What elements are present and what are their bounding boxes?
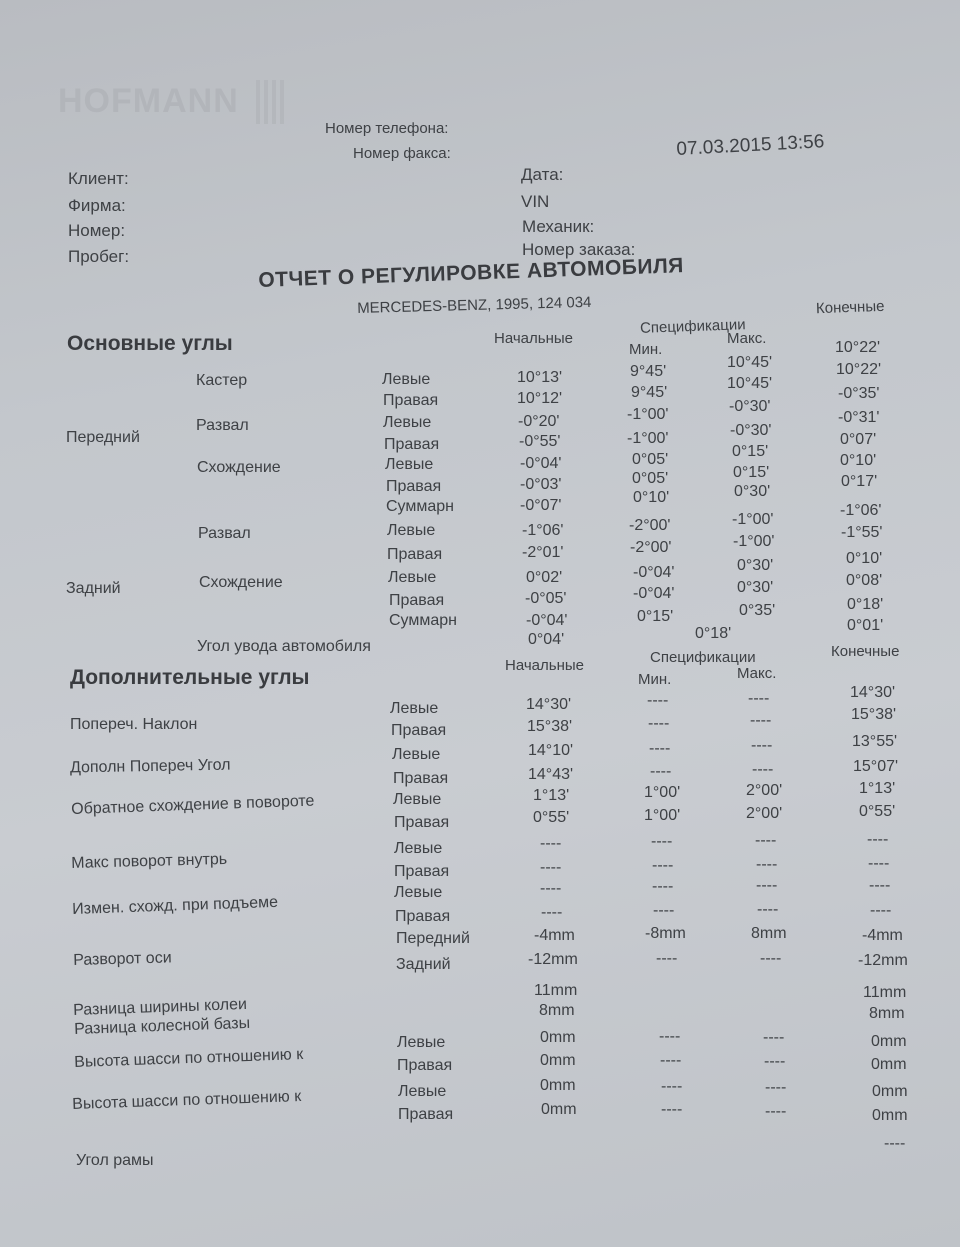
caster-label: Кастер — [196, 372, 248, 389]
main-row-max: 0°30' — [737, 579, 774, 596]
extra-row-min: ---- — [649, 740, 671, 757]
extra-row-max: ---- — [765, 1079, 787, 1096]
number-label: Номер: — [68, 221, 126, 240]
main-row-initial: -0°20' — [518, 413, 560, 430]
extra-row-side: Правая — [394, 814, 450, 831]
extra-row-initial: 0mm — [540, 1052, 576, 1069]
sai-label: Попереч. Наклон — [70, 716, 198, 733]
extra-row-initial: 15°38' — [527, 718, 573, 735]
extra-row-initial: 1°13' — [533, 787, 570, 804]
extra-row-min: 1°00' — [644, 784, 681, 801]
report-date: 07.03.2015 13:56 — [675, 131, 825, 160]
main-row-max: -1°00' — [733, 533, 775, 550]
main-row-min: 9°45' — [630, 363, 667, 380]
main-row-side: Левые — [387, 522, 436, 539]
main-row-side: Правая — [383, 392, 439, 409]
extra-row-initial: 14°30' — [526, 696, 572, 713]
extra-row-initial: ---- — [540, 859, 562, 876]
wheelbase-final: 8mm — [869, 1005, 905, 1022]
extra-row-final: 15°07' — [853, 758, 899, 775]
main-col-initial: Начальные — [494, 330, 573, 347]
extra-row-initial: -4mm — [534, 927, 575, 944]
extra-row-initial: 0mm — [541, 1101, 577, 1118]
thrust-angle-label: Угол увода автомобиля — [197, 638, 371, 655]
extra-row-final: ---- — [868, 855, 890, 872]
setback-label: Разворот оси — [72, 949, 172, 969]
extra-row-side: Правая — [393, 770, 449, 787]
extra-row-min: -8mm — [645, 925, 686, 942]
main-row-max: 0°30' — [734, 483, 771, 500]
extra-row-final: 0mm — [872, 1107, 908, 1124]
extra-row-side: Левые — [390, 700, 439, 717]
main-row-final: -0°35' — [838, 385, 880, 402]
extra-row-final: 14°30' — [850, 684, 896, 701]
ride-height-1-label: Высота шасси по отношению к — [73, 1046, 304, 1071]
front-camber-label: Развал — [196, 417, 249, 434]
extra-row-max: ---- — [756, 856, 778, 873]
main-row-initial: -0°55' — [519, 433, 561, 450]
rear-camber-label: Развал — [198, 525, 251, 542]
main-row-max: 0°30' — [737, 557, 774, 574]
report-title: ОТЧЕТ О РЕГУЛИРОВКЕ АВТОМОБИЛЯ — [257, 254, 685, 292]
main-row-min: -1°00' — [627, 430, 669, 447]
extra-row-final: ---- — [869, 877, 891, 894]
extra-row-final: 0mm — [872, 1083, 908, 1100]
extra-row-side: Левые — [394, 840, 443, 857]
extra-row-initial: 0°55' — [533, 809, 570, 826]
extra-row-side: Левые — [397, 1034, 446, 1051]
extra-row-min: 1°00' — [644, 807, 681, 824]
extra-col-spec: Спецификации — [650, 649, 756, 666]
wheelbase-initial: 8mm — [539, 1002, 575, 1019]
main-row-max: 0°15' — [732, 443, 769, 460]
mileage-label: Пробег: — [68, 247, 130, 266]
toe-out-turns-label: Обратное схождение в повороте — [70, 792, 315, 818]
vin-label: VIN — [521, 192, 550, 211]
main-row-max: 0°35' — [739, 602, 776, 619]
main-row-final: 0°08' — [846, 572, 883, 589]
main-col-spec: Спецификации — [639, 316, 746, 337]
main-col-final: Конечные — [815, 297, 885, 318]
extra-row-min: ---- — [661, 1078, 683, 1095]
main-row-final: 0°10' — [846, 550, 883, 567]
main-row-initial: 10°13' — [517, 369, 563, 386]
extra-row-side: Задний — [396, 956, 451, 973]
frame-angle-label: Угол рамы — [76, 1152, 154, 1169]
main-row-min: -2°00' — [629, 517, 671, 534]
extra-row-final: 0°55' — [859, 803, 896, 820]
main-row-min: 0°15' — [637, 608, 674, 625]
extra-row-final: 0mm — [871, 1033, 907, 1050]
extra-row-side: Правая — [394, 863, 450, 880]
extra-row-initial: ---- — [540, 880, 562, 897]
main-row-min: 9°45' — [631, 384, 668, 401]
extra-row-min: ---- — [647, 692, 669, 709]
extra-row-side: Правая — [398, 1106, 454, 1123]
main-row-initial: 10°12' — [517, 390, 563, 407]
main-col-min: Мин. — [629, 341, 663, 358]
extra-angles-title: Дополнительные углы — [70, 666, 310, 689]
firm-label: Фирма: — [68, 196, 126, 215]
date-label: Дата: — [521, 165, 564, 184]
extra-row-max: ---- — [748, 690, 770, 707]
main-row-max: 10°45' — [727, 375, 773, 392]
main-row-min: -1°00' — [627, 406, 669, 423]
extra-row-min: ---- — [660, 1052, 682, 1069]
main-row-side: Левые — [388, 569, 437, 586]
extra-col-min: Мин. — [638, 671, 672, 688]
main-row-min: -0°04' — [633, 585, 675, 602]
extra-row-max: ---- — [752, 761, 774, 778]
included-angle-label: Дополн Попереч Угол — [69, 756, 231, 777]
main-row-final: 0°17' — [841, 473, 878, 490]
extra-row-max: ---- — [760, 950, 782, 967]
extra-row-max: ---- — [751, 737, 773, 754]
extra-row-final: 15°38' — [851, 706, 897, 723]
extra-row-final: 0mm — [871, 1056, 907, 1073]
main-angles-title: Основные углы — [67, 332, 233, 355]
main-row-max: -0°30' — [729, 398, 771, 415]
main-row-max: -1°00' — [732, 511, 774, 528]
main-row-side: Правая — [386, 478, 442, 495]
main-col-max: Макс. — [727, 330, 767, 347]
main-row-side: Правая — [384, 436, 440, 453]
thrust-final: 0°01' — [847, 617, 884, 634]
extra-row-min: ---- — [656, 950, 678, 967]
extra-row-final: -12mm — [858, 952, 908, 969]
extra-row-final: 1°13' — [859, 780, 896, 797]
mechanic-label: Механик: — [522, 217, 595, 236]
main-row-max: -0°30' — [730, 422, 772, 439]
extra-row-final: ---- — [867, 831, 889, 848]
main-row-final: 0°18' — [847, 596, 884, 613]
main-row-final: -0°31' — [838, 409, 880, 426]
extra-row-max: ---- — [765, 1103, 787, 1120]
main-row-final: 0°07' — [840, 431, 877, 448]
extra-row-initial: 0mm — [540, 1077, 576, 1094]
extra-row-min: ---- — [652, 857, 674, 874]
ride-height-2-label: Высота шасси по отношению к — [71, 1088, 302, 1113]
extra-row-min: ---- — [659, 1028, 681, 1045]
track-width-diff-label: Разница ширины колеи — [72, 995, 248, 1019]
main-row-initial: -1°06' — [522, 522, 564, 539]
main-row-initial: -0°04' — [526, 612, 568, 629]
extra-row-max: 2°00' — [746, 782, 783, 799]
extra-row-min: ---- — [651, 833, 673, 850]
extra-row-max: ---- — [750, 712, 772, 729]
extra-row-min: ---- — [653, 902, 675, 919]
main-row-min: -0°04' — [633, 564, 675, 581]
main-row-initial: -0°05' — [525, 590, 567, 607]
main-row-initial: 0°02' — [526, 569, 563, 586]
wheelbase-diff-label: Разница колесной базы — [73, 1014, 251, 1038]
thrust-spec: 0°18' — [695, 625, 732, 642]
logo-mark-icon — [256, 80, 286, 124]
client-label: Клиент: — [68, 169, 129, 188]
main-row-side: Правая — [389, 592, 445, 609]
track-width-final: 11mm — [863, 984, 907, 1001]
main-row-side: Правая — [387, 546, 443, 563]
order-label: Номер заказа: — [522, 240, 636, 259]
frame-angle-final: ---- — [884, 1135, 906, 1152]
main-row-initial: -0°03' — [520, 476, 562, 493]
main-row-final: 0°10' — [840, 452, 877, 469]
extra-col-final: Конечные — [831, 643, 900, 660]
main-row-side: Левые — [383, 414, 432, 431]
extra-row-side: Левые — [398, 1083, 447, 1100]
extra-col-initial: Начальные — [505, 657, 584, 674]
extra-row-side: Правая — [391, 722, 447, 739]
extra-row-final: -4mm — [862, 927, 903, 944]
main-row-min: 0°05' — [632, 451, 669, 468]
main-row-side: Суммарн — [386, 498, 455, 515]
extra-row-min: ---- — [661, 1101, 683, 1118]
extra-row-initial: 14°10' — [528, 742, 574, 759]
hofmann-logo: HOFMANN — [58, 82, 239, 120]
extra-row-max: ---- — [764, 1053, 786, 1070]
extra-row-side: Левые — [394, 884, 443, 901]
main-row-side: Левые — [382, 371, 431, 388]
main-row-initial: -2°01' — [522, 544, 564, 561]
extra-row-final: ---- — [870, 902, 892, 919]
main-row-final: 10°22' — [835, 339, 881, 356]
main-row-side: Суммарн — [389, 612, 458, 629]
extra-row-side: Левые — [393, 791, 442, 808]
extra-row-min: ---- — [648, 715, 670, 732]
main-row-min: -2°00' — [630, 539, 672, 556]
main-row-min: 0°05' — [632, 470, 669, 487]
main-row-final: -1°06' — [840, 502, 882, 519]
main-row-final: -1°55' — [841, 524, 883, 541]
main-row-final: 10°22' — [836, 361, 882, 378]
extra-row-side: Правая — [397, 1057, 453, 1074]
extra-row-initial: 0mm — [540, 1029, 576, 1046]
main-row-initial: -0°07' — [520, 497, 562, 514]
extra-row-min: ---- — [652, 878, 674, 895]
extra-row-max: 2°00' — [746, 805, 783, 822]
extra-row-initial: ---- — [541, 904, 563, 921]
group-front: Передний — [66, 429, 140, 446]
extra-row-max: ---- — [757, 901, 779, 918]
phone-label: Номер телефона: — [325, 120, 449, 137]
group-rear: Задний — [66, 580, 121, 597]
rear-toe-label: Схождение — [199, 574, 283, 591]
extra-row-max: ---- — [756, 877, 778, 894]
fax-label: Номер факса: — [353, 145, 451, 162]
extra-row-min: ---- — [650, 763, 672, 780]
extra-row-side: Правая — [395, 908, 451, 925]
main-row-initial: -0°04' — [520, 455, 562, 472]
extra-row-side: Передний — [396, 930, 470, 947]
vehicle-subtitle: MERCEDES-BENZ, 1995, 124 034 — [356, 293, 592, 317]
extra-row-max: ---- — [755, 832, 777, 849]
bump-steer-label: Измен. схожд. при подъеме — [71, 893, 279, 918]
extra-row-initial: -12mm — [528, 951, 578, 968]
main-row-max: 0°15' — [733, 464, 770, 481]
main-row-side: Левые — [385, 456, 434, 473]
track-width-initial: 11mm — [534, 982, 578, 999]
extra-col-max: Макс. — [737, 665, 777, 682]
thrust-initial: 0°04' — [528, 631, 565, 648]
extra-row-initial: 14°43' — [528, 766, 574, 783]
extra-row-max: 8mm — [751, 925, 787, 942]
main-row-min: 0°10' — [633, 489, 670, 506]
extra-row-initial: ---- — [540, 835, 562, 852]
front-toe-label: Схождение — [197, 459, 281, 476]
max-steer-label: Макс поворот внутрь — [70, 850, 228, 872]
extra-row-final: 13°55' — [852, 733, 898, 750]
extra-row-side: Левые — [392, 746, 441, 763]
main-row-max: 10°45' — [727, 354, 773, 371]
extra-row-max: ---- — [763, 1029, 785, 1046]
